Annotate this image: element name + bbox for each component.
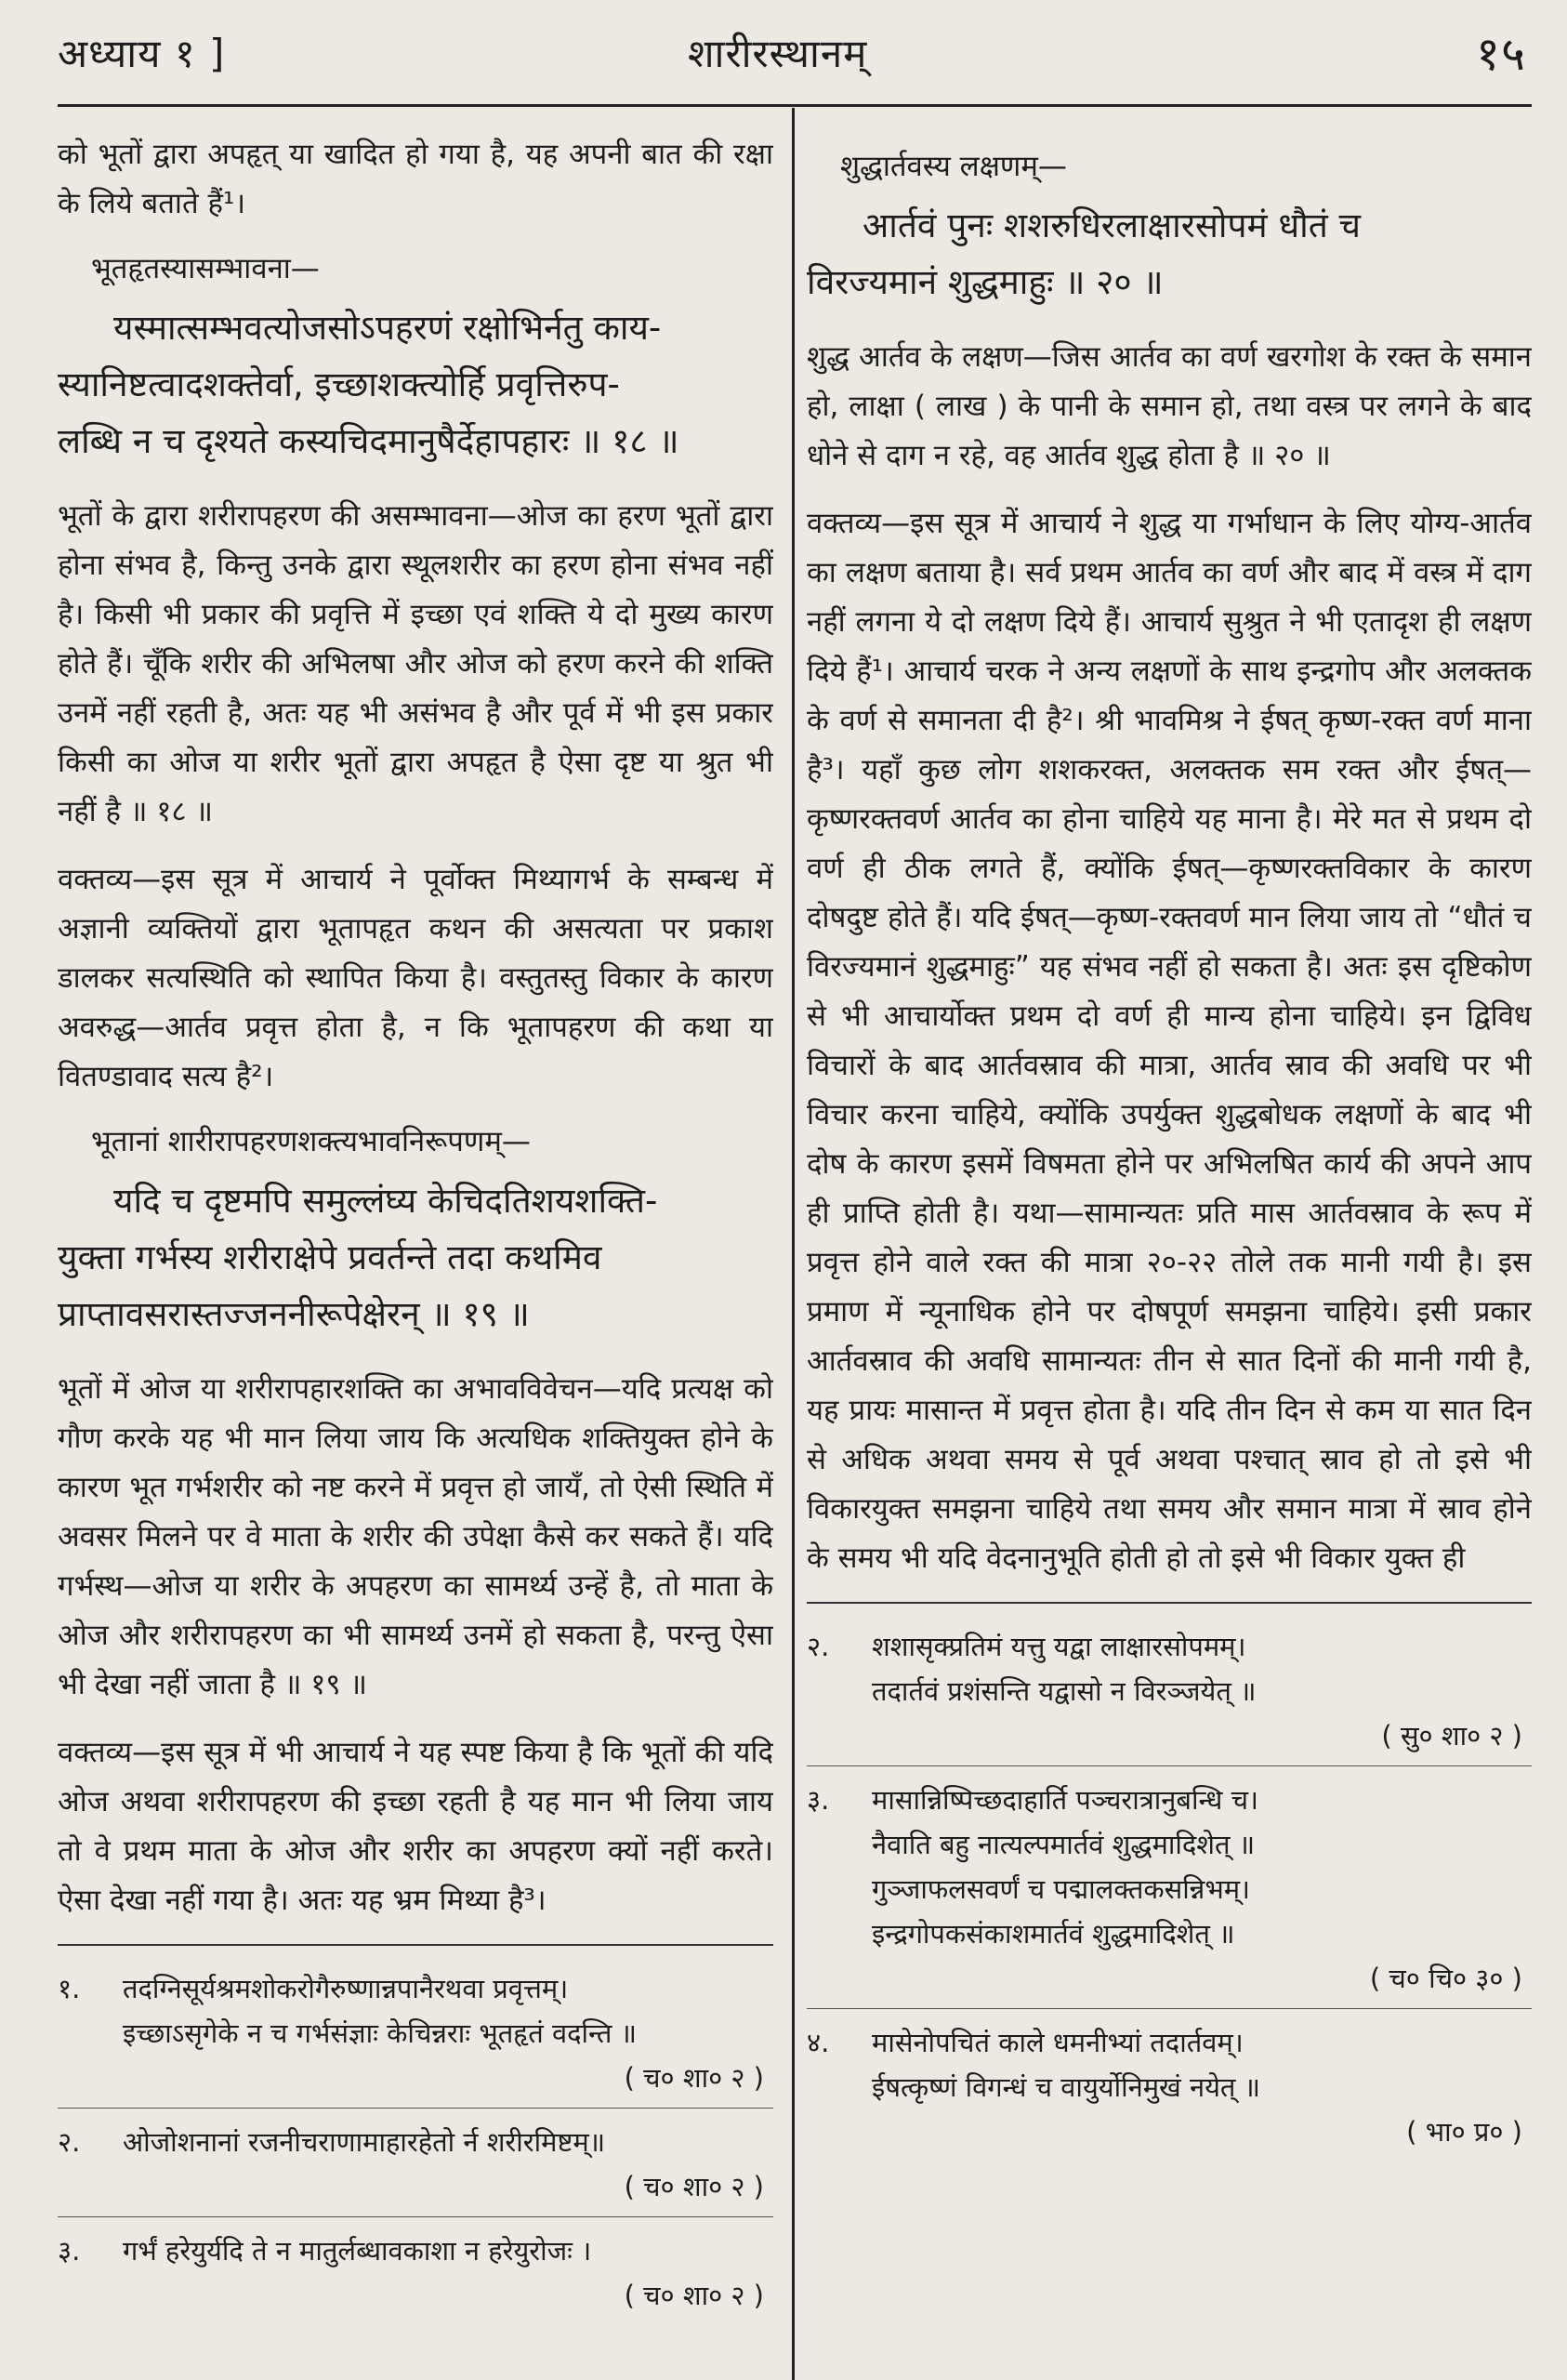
footnote-divider	[807, 1765, 1532, 1766]
verse-line: यस्मात्सम्भवत्योजसोऽपहरणं रक्षोभिर्नतु काय-	[113, 308, 662, 348]
footnote-line: ईषत्कृष्णं विगन्धं च वायुर्योनिमुखं नयेत् ॥	[872, 2071, 1261, 2103]
footnote-line: मासान्निष्पिच्छदाहार्ति पञ्चरात्रानुबन्धि च।	[872, 1784, 1258, 1816]
right-column	[807, 130, 1532, 2371]
verse-line: स्यानिष्टत्वादशक्तेर्वा, इच्छाशक्त्योर्हि प्रवृत्तिरुप-	[58, 364, 620, 404]
chapter-label: अध्याय १ ]	[58, 31, 226, 76]
footnote-rule	[58, 1944, 773, 1946]
footnote-number: २.	[58, 2126, 81, 2158]
footnote-line: तदग्निसूर्यश्रमशोकरोगैरुष्णान्नपानैरथवा प्रवृत्तम्।	[123, 1973, 569, 2004]
section-heading: भूतानां शारीरापहरणशक्त्यभावनिरूपणम्—	[91, 1125, 531, 1158]
verse-line: आर्तवं पुनः शशरुधिरलाक्षारसोपमं धौतं च	[863, 205, 1362, 245]
footnote-line: गुञ्जाफलसवर्णं च पद्मालक्तकसन्निभम्।	[872, 1873, 1251, 1905]
footnote-source: ( भा० प्र० )	[1406, 2116, 1522, 2148]
verse-line: यदि च दृष्टमपि समुल्लंघ्य केचिदतिशयशक्ति-	[113, 1181, 658, 1221]
footnote-line: तदार्तवं प्रशंसन्ति यद्वासो न विरञ्जयेत् ॥	[872, 1675, 1257, 1707]
footnote-line: इच्छाऽसृगेके न च गर्भसंज्ञाः केचिन्नराः भूतहृतं वदन्ति ॥	[123, 2017, 638, 2049]
footnote-source: ( सु० शा० २ )	[1381, 1720, 1522, 1752]
paragraph: शुद्ध आर्तव के लक्षण—जिस आर्तव का वर्ण खरगोश के रक्त के समान हो, लाक्षा ( लाख ) के पानी के समान हो, तथा वस्त्र पर लगने के बाद धोने से दाग न रहे, वह आर्तव शुद्ध होता है ॥ २० ॥	[807, 340, 1532, 472]
footnote-number: ३.	[58, 2235, 81, 2267]
paragraph: वक्तव्य—इस सूत्र में आचार्य ने शुद्ध या गर्भाधान के लिए योग्य-आर्तव का लक्षण बताया है। सर्व प्रथम आर्तव का वर्ण और बाद में वस्त्र में दाग नहीं लगना ये दो लक्षण दिये हैं। आचार्य सुश्रुत ने भी एतादृश ही लक्षण दिये हैं¹। आचार्य चरक ने अन्य लक्षणों के साथ इन्द्रगोप और अलक्तक के वर्ण से समानता दी है²। श्री भावमिश्र ने ईषत् कृष्ण-रक्त वर्ण माना है³। यहाँ कुछ लोग शशकरक्त, अलक्तक सम रक्त और ईषत्—कृष्णरक्तवर्ण आर्तव का होना चाहिये यह माना है। मेरे मत से प्रथम दो वर्ण ही ठीक लगते हैं, क्योंकि ईषत्—कृष्णरक्तविकार के कारण दोषदुष्ट होते हैं। यदि ईषत्—कृष्ण-रक्तवर्ण मान लिया जाय तो “धौतं च विरज्यमानं शुद्धमाहुः” यह संभव नहीं हो सकता है। अतः इस दृष्टिकोण से भी आचार्योक्त प्रथम दो वर्ण ही मान्य होना चाहिये। इन द्विविध विचारों के बाद आर्तवस्राव की मात्रा, आर्तव स्राव की अवधि पर भी विचार करना चाहिये, क्योंकि उपर्युक्त शुद्धबोधक लक्षणों के बाद भी दोष के कारण इसमें विषमता होने पर अभिलषित कार्य की अपने आप ही प्राप्ति होती है। यथा—सामान्यतः प्रति मास आर्तवस्राव के रूप में प्रवृत्त होने वाले रक्त की मात्रा २०-२२ तोले तक मानी गयी है। इस प्रमाण में न्यूनाधिक होने पर दोषपूर्ण समझना चाहिये। इसी प्रकार आर्तवस्राव की अवधि सामान्यतः तीन से सात दिनों की मानी गयी है, यह प्रायः मासान्त में प्रवृत्त होता है। यदि तीन दिन से कम या सात दिन से अधिक अथवा समय से पूर्व अथवा पश्चात् स्राव हो तो इसे भी विकारयुक्त समझना चाहिये तथा समय और समान मात्रा में स्राव होने के समय भी यदि वेदनानुभूति होती हो तो इसे भी विकार युक्त ही	[807, 507, 1532, 1575]
paragraph: वक्तव्य—इस सूत्र में आचार्य ने पूर्वोक्त मिथ्यागर्भ के सम्बन्ध में अज्ञानी व्यक्तियों द्वारा भूतापहृत कथन की असत्यता पर प्रकाश डालकर सत्यस्थिति को स्थापित किया है। वस्तुतस्तु विकार के कारण अवरुद्ध—आर्तव प्रवृत्त होता है, न कि भूतापहरण की कथा या वितण्डावाद सत्य है²।	[58, 863, 773, 1093]
footnote-line: गर्भं हरेयुर्यदि ते न मातुर्लब्धावकाशा न हरेयुरोजः ।	[123, 2235, 592, 2267]
footnote	[58, 1966, 773, 2100]
verse-line: विरज्यमानं शुद्धमाहुः ॥ २० ॥	[807, 262, 1164, 302]
section-title: शारीरस्थानम्	[688, 31, 868, 76]
footnote-rule	[807, 1602, 1532, 1604]
footnote-source: ( च० शा० २ )	[624, 2062, 764, 2094]
footnote-number: १.	[58, 1973, 81, 2004]
footnote-line: मासेनोपचितं काले धमनीभ्यां तदार्तवम्।	[872, 2027, 1244, 2058]
footnote-line: शशासृक्प्रतिमं यत्तु यद्वा लाक्षारसोपमम्।	[872, 1631, 1246, 1662]
footnote-source: ( च० चि० ३० )	[1369, 1963, 1522, 1994]
footnote	[807, 1624, 1532, 1758]
footnote-line: इन्द्रगोपकसंकाशमार्तवं शुद्धमादिशेत् ॥	[872, 1918, 1235, 1950]
footnote	[807, 2020, 1532, 2154]
footnote	[58, 2228, 773, 2318]
footnote-number: ४.	[807, 2027, 830, 2058]
header-rule	[58, 104, 1532, 107]
footnote-number: २.	[807, 1631, 830, 1662]
paragraph: वक्तव्य—इस सूत्र में भी आचार्य ने यह स्पष्ट किया है कि भूतों की यदि ओज अथवा शरीरापहरण की इच्छा रहती है यह मान भी लिया जाय तो वे प्रथम माता के ओज और शरीर का अपहरण क्यों नहीं करते। ऐसा देखा नहीं गया है। अतः यह भ्रम मिथ्या है³।	[58, 1736, 773, 1917]
paragraph: भूतों में ओज या शरीरापहारशक्ति का अभावविवेचन—यदि प्रत्यक्ष को गौण करके यह भी मान लिया जाय कि अत्यधिक शक्तियुक्त होने के कारण भूत गर्भशरीर को नष्ट करने में प्रवृत्त हो जायँ, तो ऐसी स्थिति में अवसर मिलने पर वे माता के शरीर की उपेक्षा कैसे कर सकते हैं। यदि गर्भस्थ—ओज या शरीर के अपहरण का सामर्थ्य उन्हें है, तो माता के ओज और शरीरापहरण का भी सामर्थ्य उनमें हो सकता है, परन्तु ऐसा भी देखा नहीं जाता है ॥ १९ ॥	[58, 1372, 773, 1701]
footnote	[807, 1778, 1532, 2001]
section-heading: भूतहृतस्यासम्भावना—	[91, 252, 320, 285]
verse-19	[58, 1172, 773, 1342]
footnote-divider	[58, 2108, 773, 2109]
verse-20	[807, 197, 1532, 311]
footnote-source: ( च० शा० २ )	[624, 2280, 764, 2311]
verse-18	[58, 299, 773, 469]
footnote-divider	[807, 2008, 1532, 2009]
verse-line: लब्धि न च दृश्यते कस्यचिदमानुषैर्देहापहारः ॥ १८ ॥	[58, 421, 679, 461]
section-heading: शुद्धार्तवस्य लक्षणम्—	[840, 150, 1067, 183]
footnote-number: ३.	[807, 1784, 830, 1816]
left-column	[58, 130, 773, 2371]
verse-line: प्राप्तावसरास्तज्जननीरूपेक्षेरन् ॥ १९ ॥	[58, 1294, 530, 1334]
column-divider	[792, 108, 795, 2380]
footnote-line: नैवाति बहु नात्यल्पमार्तवं शुद्धमादिशेत् ॥	[872, 1829, 1256, 1860]
footnote	[58, 2120, 773, 2209]
paragraph: को भूतों द्वारा अपहृत् या खादित हो गया है, यह अपनी बात की रक्षा के लिये बताते हैं¹।	[58, 138, 773, 220]
footnote-line: ओजोशनानां रजनीचराणामाहारहेतो र्न शरीरमिष्टम्॥	[123, 2126, 606, 2158]
page-number: १५	[1476, 27, 1526, 81]
footnote-divider	[58, 2216, 773, 2217]
verse-line: युक्ता गर्भस्य शरीराक्षेपे प्रवर्तन्ते तदा कथमिव	[58, 1237, 602, 1277]
footnote-source: ( च० शा० २ )	[624, 2171, 764, 2202]
paragraph: भूतों के द्वारा शरीरापहरण की असम्भावना—ओज का हरण भूतों द्वारा होना संभव है, किन्तु उनके द्वारा स्थूलशरीर का हरण होना संभव नहीं है। किसी भी प्रकार की प्रवृत्ति में इच्छा एवं शक्ति ये दो मुख्य कारण होते हैं। चूँकि शरीर की अभिलषा और ओज को हरण करने की शक्ति उनमें नहीं रहती है, अतः यह भी असंभव है और पूर्व में भी इस प्रकार किसी का ओज या शरीर भूतों द्वारा अपहृत है ऐसा दृष्ट या श्रुत भी नहीं है ॥ १८ ॥	[58, 499, 773, 828]
